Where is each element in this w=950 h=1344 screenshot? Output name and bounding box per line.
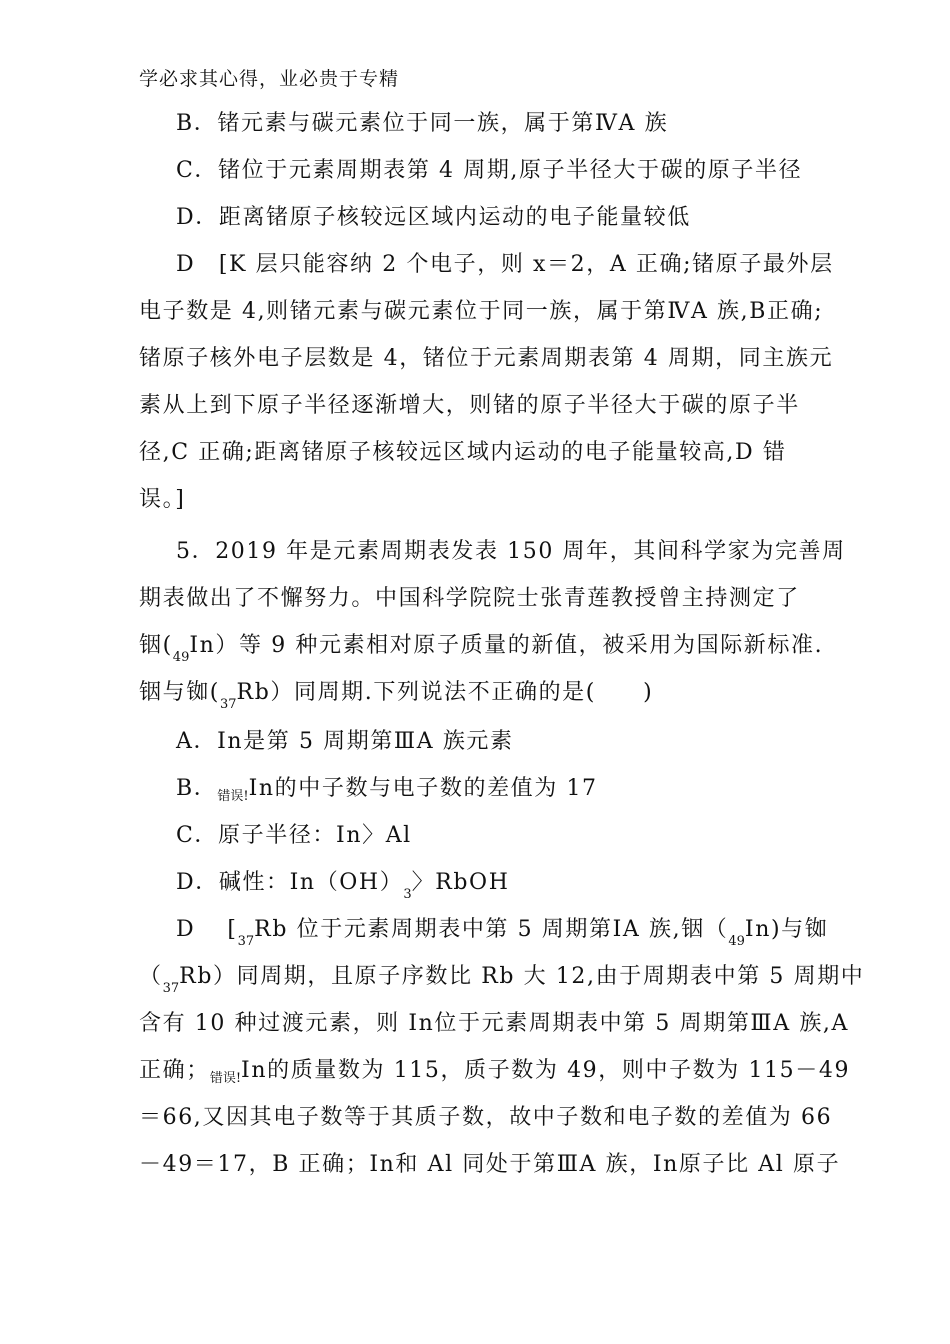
q5-stem-line: 5．2019 年是元素周期表发表 150 周年，其间科学家为完善周 xyxy=(176,539,846,564)
option-label: B． xyxy=(176,776,218,801)
q4-option-b: B．锗元素与碳元素位于同一族，属于第ⅣA 族 xyxy=(176,111,669,136)
option-text: In的中子数与电子数的差值为 17 xyxy=(248,776,598,801)
stem-text: Rb）同周期.下列说法不正确的是( ) xyxy=(236,680,654,705)
option-text: D．碱性：In（OH） xyxy=(176,870,404,895)
q4-answer-line: D [K 层只能容纳 2 个电子，则 x＝2，A 正确;锗原子最外层 xyxy=(176,252,834,277)
q4-option-d: D．距离锗原子核较远区域内运动的电子能量较低 xyxy=(176,205,691,230)
atomic-number-subscript: 49 xyxy=(728,934,745,949)
q5-answer-line xyxy=(176,915,828,948)
error-marker: 错误! xyxy=(209,1071,242,1086)
q5-option-c: C．原子半径：In〉Al xyxy=(176,823,412,848)
q5-answer-line xyxy=(139,962,864,995)
atomic-number-subscript: 37 xyxy=(219,697,237,712)
q5-answer-line: －49＝17，B 正确；In和 Al 同处于第ⅢA 族，In原子比 Al 原子 xyxy=(139,1152,841,1177)
answer-text: In的质量数为 115，质子数为 49，则中子数为 115－49 xyxy=(241,1058,851,1083)
q4-answer-line: 素从上到下原子半径逐渐增大，则锗的原子半径大于碳的原子半 xyxy=(139,393,800,418)
atomic-number-subscript: 49 xyxy=(172,650,190,665)
answer-text: D [ xyxy=(176,917,238,942)
atomic-number-subscript: 37 xyxy=(237,934,255,949)
q5-option-a: A．In是第 5 周期第ⅢA 族元素 xyxy=(176,729,514,754)
q5-stem-line xyxy=(139,631,823,664)
option-text: 〉RbOH xyxy=(411,870,510,895)
q5-stem-line xyxy=(139,678,653,711)
answer-text: （ xyxy=(139,964,163,989)
q5-answer-line: ＝66,又因其电子数等于其质子数，故中子数和电子数的差值为 66 xyxy=(139,1105,833,1130)
q4-option-c: C．锗位于元素周期表第 4 周期,原子半径大于碳的原子半径 xyxy=(176,158,803,183)
error-marker: 错误! xyxy=(217,789,249,804)
atomic-number-subscript: 37 xyxy=(162,981,180,996)
answer-text: Rb 位于元素周期表中第 5 周期第ⅠA 族,铟（ xyxy=(254,917,729,942)
answer-text: In)与铷 xyxy=(744,917,829,942)
q4-answer-line: 电子数是 4,则锗元素与碳元素位于同一族，属于第ⅣA 族,B正确; xyxy=(139,299,824,324)
q5-option-d xyxy=(176,868,509,901)
answer-text: 正确； xyxy=(139,1058,210,1083)
q4-answer-line: 锗原子核外电子层数是 4，锗位于元素周期表第 4 周期，同主族元 xyxy=(139,346,834,371)
q4-answer-line: 误。] xyxy=(139,487,186,512)
q5-answer-line xyxy=(139,1056,850,1089)
q4-answer-line: 径,C 正确;距离锗原子核较远区域内运动的电子能量较高,D 错 xyxy=(139,440,787,465)
q5-stem-line: 期表做出了不懈努力。中国科学院院士张青莲教授曾主持测定了 xyxy=(139,586,800,611)
stem-text: 铟与铷( xyxy=(139,680,220,705)
q5-option-b xyxy=(176,774,598,807)
answer-text: Rb）同周期，且原子序数比 Rb 大 12,由于周期表中第 5 周期中 xyxy=(179,964,865,989)
header-motto: 学必求其心得，业必贵于专精 xyxy=(139,68,400,90)
stem-text: In）等 9 种元素相对原子质量的新值，被采用为国际新标准. xyxy=(189,633,824,658)
subscript: 3 xyxy=(403,887,412,902)
stem-text: 铟( xyxy=(139,633,173,658)
q5-answer-line: 含有 10 种过渡元素，则 In位于元素周期表中第 5 周期第ⅢA 族,A xyxy=(139,1011,849,1036)
